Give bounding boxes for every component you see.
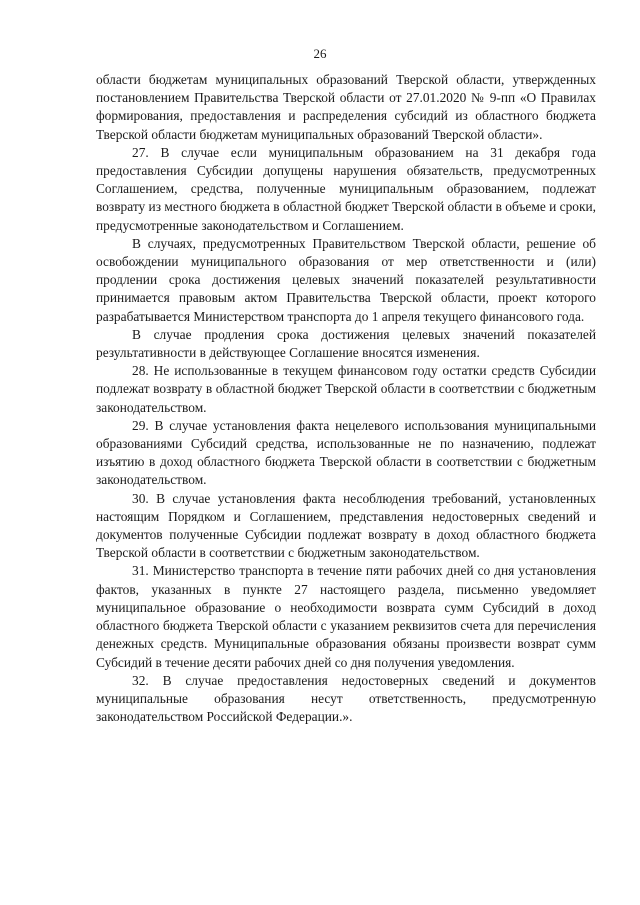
- paragraph-31: 31. Министерство транспорта в течение пяти рабочих дней со дня установления фактов, указанных в пункте 27 настоящего раздела, письменно уведомляет муниципальное образование о необходимости возврата сумм Субсидий в доход областного бюджета Тверской области с указанием реквизитов счета для перечисления денежных средств. Муниципальные образования обязаны произвести возврат сумм Субсидий в течение десяти рабочих дней со дня получения уведомления.: [96, 563, 596, 670]
- paragraph-extension: В случае продления срока достижения целевых значений показателей результативности в действующее Соглашение вносятся изменения.: [96, 326, 596, 361]
- paragraph-continuation: области бюджетам муниципальных образований Тверской области, утвержденных постановлением Правительства Тверской области от 27.01.2020 № 9-пп «О Правилах формирования, предоставления и распределения субсидий из областного бюджета Тверской области бюджетам муниципальных образований Тверской области».: [96, 72, 596, 142]
- page-number: 26: [313, 46, 327, 61]
- paragraph-27: 27. В случае если муниципальным образованием на 31 декабря года предоставления Субсидии допущены нарушения обязательств, предусмотренных Соглашением, средства, полученные муниципальным образованием, подлежат возврату из местного бюджета в областной бюджет Тверской области в объеме и сроки, предусмотренные законодательством и Соглашением.: [96, 144, 596, 233]
- paragraph-29: 29. В случае установления факта нецелевого использования муниципальными образованиями Субсидий средства, использованные не по назначению, подлежат изъятию в доход областного бюджета Тверской области в соответствии с бюджетным законодательством.: [96, 417, 596, 488]
- paragraph-30: 30. В случае установления факта несоблюдения требований, установленных настоящим Порядком и Соглашением, представления недостоверных сведений и документов полученные Субсидии подлежат возврату в доход областного бюджета Тверской области в соответствии с бюджетным законодательством.: [96, 490, 596, 561]
- document-body: [96, 71, 596, 726]
- paragraph-exemption: В случаях, предусмотренных Правительством Тверской области, решение об освобождении муниципального образования от мер ответственности и (или) продлении срока достижения целевых значений показателей результативности принимается правовым актом Правительства Тверской области, проект которого разрабатывается Министерством транспорта до 1 апреля текущего финансового года.: [96, 235, 596, 324]
- paragraph-32: 32. В случае предоставления недостоверных сведений и документов муниципальные образования несут ответственность, предусмотренную законодательством Российской Федерации.».: [96, 672, 596, 725]
- paragraph-28: 28. Не использованные в текущем финансовом году остатки средств Субсидии подлежат возврату в областной бюджет Тверской области в соответствии с бюджетным законодательством.: [96, 363, 596, 415]
